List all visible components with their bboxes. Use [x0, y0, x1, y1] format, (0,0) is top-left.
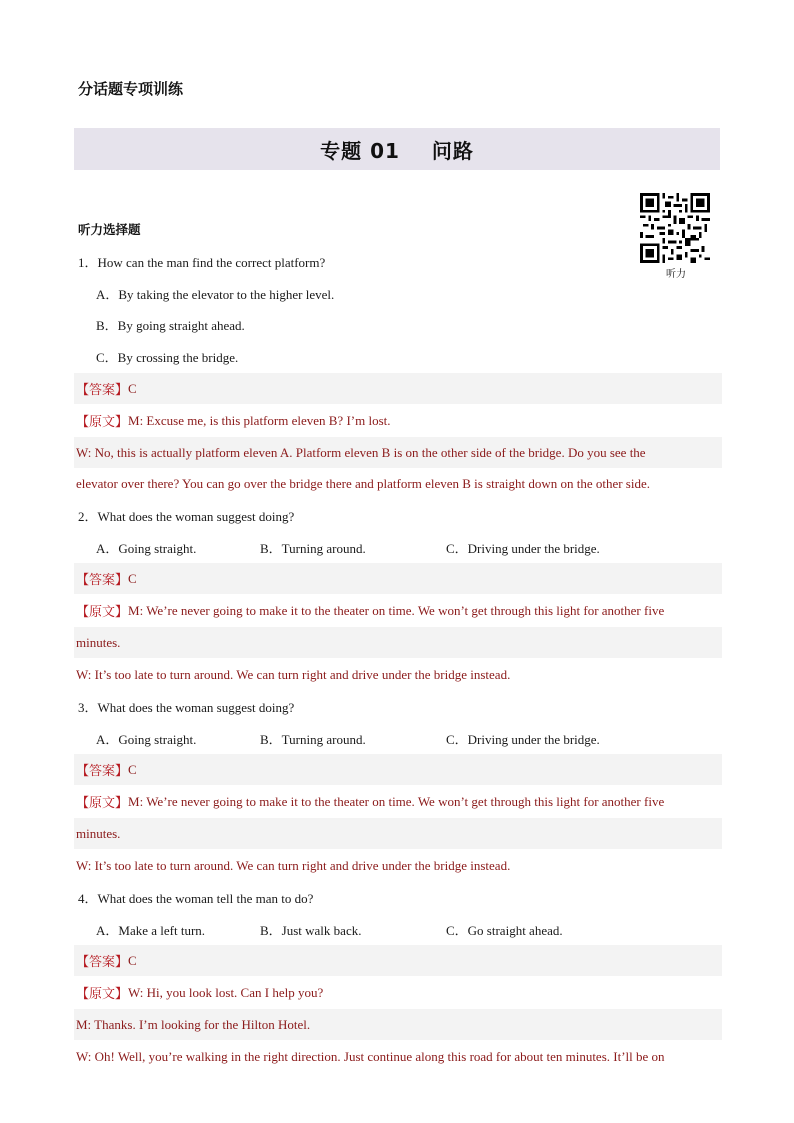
- question-stem: 3．What does the woman suggest doing?: [78, 700, 295, 715]
- transcript-line: minutes.: [74, 818, 722, 849]
- transcript-line: minutes.: [74, 627, 722, 658]
- option-a: A．By taking the elevator to the higher level.: [96, 287, 335, 302]
- answer-row: [74, 945, 722, 976]
- option-row: [74, 723, 742, 754]
- option-c: C．Driving under the bridge.: [446, 541, 600, 556]
- answer-tag: 【答案】: [76, 763, 129, 778]
- option-a: A．Going straight.: [96, 541, 197, 556]
- qr-caption: 听力: [666, 269, 686, 280]
- answer-row: [74, 754, 722, 785]
- option-c: C．Go straight ahead.: [446, 923, 563, 938]
- transcript-tag: 【原文】: [76, 604, 129, 619]
- transcript-line: [74, 405, 722, 436]
- question-stem: 2．What does the woman suggest doing?: [78, 509, 295, 524]
- option-c: C．By crossing the bridge.: [96, 350, 239, 365]
- section-label: 听力选择题: [78, 222, 141, 237]
- transcript-text: M: Excuse me, is this platform eleven B? I’m lost.: [128, 412, 391, 428]
- transcript-tag: 【原文】: [76, 795, 129, 810]
- transcript-line: W: Oh! Well, you’re walking in the right direction. Just continue along this road for about ten minutes. It’ll be on: [74, 1041, 722, 1072]
- option-b: B．Just walk back.: [260, 923, 362, 938]
- option-b: B．Turning around.: [260, 541, 366, 556]
- transcript-line: W: No, this is actually platform eleven A. Platform eleven B is on the other side of the bridge. Do you see the: [74, 437, 722, 468]
- option-b: B．Turning around.: [260, 732, 366, 747]
- page-title: 专题 01 问路: [320, 138, 474, 163]
- answer-row: [74, 563, 722, 594]
- answer-row: [74, 373, 722, 404]
- option-c: C．Driving under the bridge.: [446, 732, 600, 747]
- answer-tag: 【答案】: [76, 572, 129, 587]
- option-b: B．By going straight ahead.: [96, 318, 245, 333]
- option-row: [74, 532, 742, 563]
- option-a: A．Make a left turn.: [96, 923, 206, 938]
- answer-tag: 【答案】: [76, 954, 129, 969]
- transcript-tag: 【原文】: [76, 414, 129, 429]
- question-stem: 1．How can the man find the correct platform?: [78, 255, 326, 270]
- title-banner: [74, 128, 720, 170]
- transcript-line: [74, 977, 722, 1008]
- transcript-line: elevator over there? You can go over the bridge there and platform eleven B is straight down on the other side.: [74, 468, 722, 499]
- answer-value: C: [128, 380, 137, 396]
- answer-value: C: [128, 761, 137, 777]
- transcript-line: [74, 786, 722, 817]
- transcript-line: W: It’s too late to turn around. We can turn right and drive under the bridge instead.: [74, 659, 722, 690]
- answer-value: C: [128, 570, 137, 586]
- answer-tag: 【答案】: [76, 382, 129, 397]
- option-row: [74, 914, 742, 945]
- transcript-text: M: We’re never going to make it to the theater on time. We won’t get through this light for another five: [128, 602, 665, 618]
- transcript-line: W: It’s too late to turn around. We can turn right and drive under the bridge instead.: [74, 850, 722, 881]
- transcript-line: M: Thanks. I’m looking for the Hilton Hotel.: [74, 1009, 722, 1040]
- transcript-tag: 【原文】: [76, 986, 129, 1001]
- option-a: A．Going straight.: [96, 732, 197, 747]
- answer-value: C: [128, 952, 137, 968]
- document-header: 分话题专项训练: [78, 80, 184, 98]
- transcript-text: W: Hi, you look lost. Can I help you?: [128, 984, 324, 1000]
- question-stem: 4．What does the woman tell the man to do?: [78, 891, 314, 906]
- transcript-line: [74, 595, 722, 626]
- transcript-text: M: We’re never going to make it to the theater on time. We won’t get through this light for another five: [128, 793, 665, 809]
